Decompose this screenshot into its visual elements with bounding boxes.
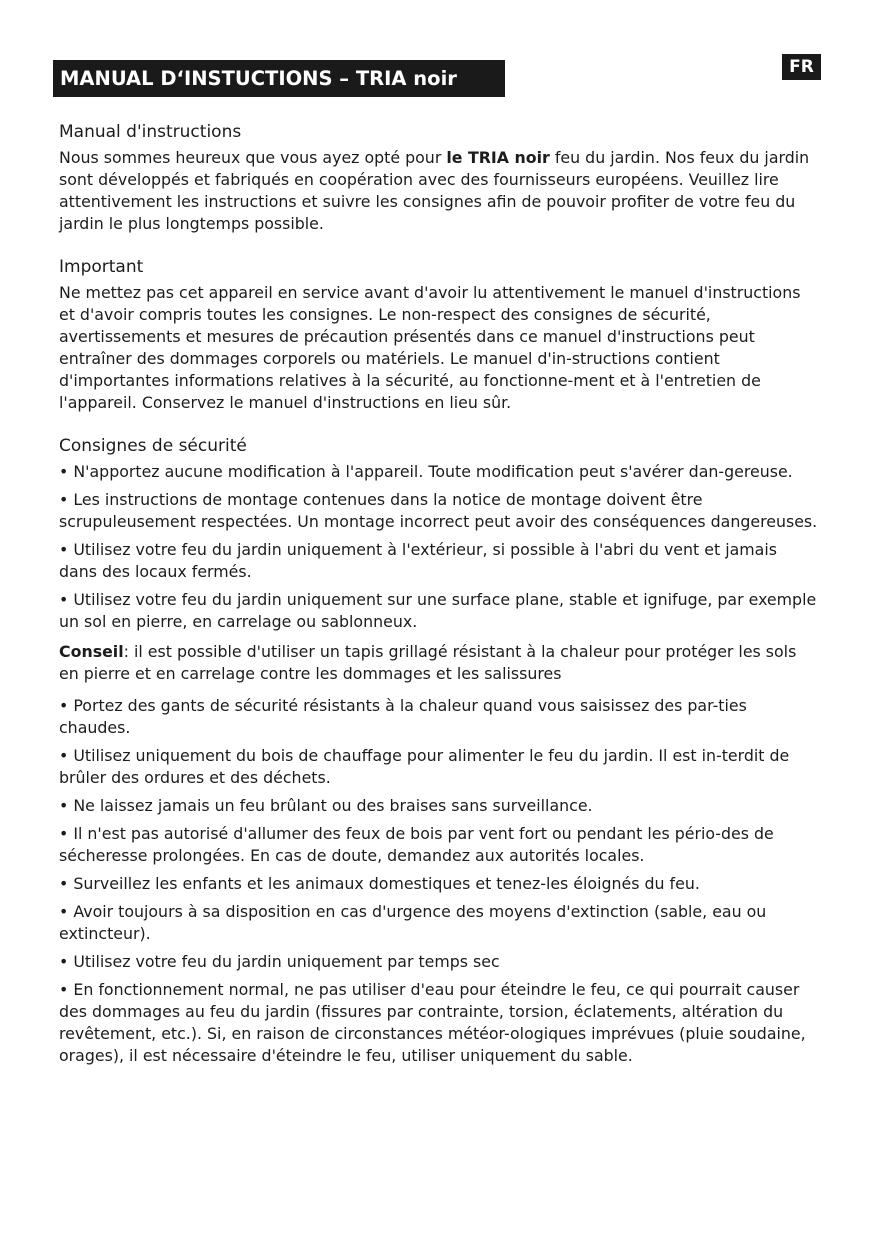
safety-bullet: • En fonctionnement normal, ne pas utiliser d'eau pour éteindre le feu, ce qui pourrait causer des dommages au feu du jardin (fissures par contrainte, torsion, éclatements, altération du revêtement, etc.). Si, en raison de circonstances météor-ologiques imprévues (pluie soudaine, orages), il est nécessaire d'éteindre le feu, utiliser uniquement du sable. [59, 980, 806, 1065]
safety-bullet: • Les instructions de montage contenues dans la notice de montage doivent être scrupuleusement respectées. Un montage incorrect peut avoir des conséquences dangereuses. [59, 490, 818, 531]
safety-bullet: • N'apportez aucune modification à l'appareil. Toute modification peut s'avérer dan-gereuse. [59, 462, 793, 481]
safety-bullet: • Surveillez les enfants et les animaux domestiques et tenez-les éloignés du feu. [59, 874, 700, 893]
important-heading: Important [59, 257, 144, 277]
tip-label: Conseil [59, 642, 124, 661]
safety-bullet: • Avoir toujours à sa disposition en cas d'urgence des moyens d'extinction (sable, eau ou extincteur). [59, 902, 767, 943]
language-badge: FR [782, 54, 821, 80]
intro-heading: Manual d'instructions [59, 122, 242, 142]
important-paragraph: Ne mettez pas cet appareil en service avant d'avoir lu attentivement le manuel d'instructions et d'avoir compris toutes les consignes. Le non-respect des consignes de sécurité, avertissements et mesures de précaution présentés dans ce manuel d'instructions peut entraîner des dommages corporels ou matériels. Le manuel d'in-structions contient d'importantes informations relatives à la sécurité, au fonctionne-ment et à l'entretien de l'appareil. Conservez le manuel d'instructions en lieu sûr. [59, 283, 801, 412]
intro-text-after: feu du jardin. Nos feux du jardin sont développés et fabriqués en coopération avec des fournisseurs européens. Veuillez lire attentivement les instructions et suivre les consignes afin de pouvoir profiter de votre feu du jardin le plus longtemps possible. [59, 148, 810, 233]
tip-paragraph [59, 641, 819, 685]
tip-text: : il est possible d'utiliser un tapis grillagé résistant à la chaleur pour protéger les sols en pierre et en carrelage contre les dommages et les salissures [59, 642, 797, 683]
safety-bullet: • Ne laissez jamais un feu brûlant ou des braises sans surveillance. [59, 796, 593, 815]
intro-text-before: Nous sommes heureux que vous ayez opté pour [59, 148, 447, 167]
page-title: MANUAL D‘INSTUCTIONS – TRIA noir [53, 60, 505, 97]
safety-bullet: • Utilisez votre feu du jardin uniquement à l'extérieur, si possible à l'abri du vent et jamais dans des locaux fermés. [59, 540, 777, 581]
safety-bullet: • Il n'est pas autorisé d'allumer des feux de bois par vent fort ou pendant les pério-des de sécheresse prolongées. En cas de doute, demandez aux autorités locales. [59, 824, 774, 865]
manual-body [59, 121, 819, 1073]
safety-bullet: • Utilisez uniquement du bois de chauffage pour alimenter le feu du jardin. Il est in-terdit de brûler des ordures et des déchets. [59, 746, 790, 787]
intro-paragraph [59, 147, 819, 235]
safety-bullet: • Utilisez votre feu du jardin uniquement par temps sec [59, 952, 500, 971]
product-name: le TRIA noir [446, 148, 550, 167]
safety-bullet: • Utilisez votre feu du jardin uniquement sur une surface plane, stable et ignifuge, par exemple un sol en pierre, en carrelage ou sablonneux. [59, 590, 817, 631]
safety-heading: Consignes de sécurité [59, 436, 247, 456]
safety-bullet: • Portez des gants de sécurité résistants à la chaleur quand vous saisissez des par-ties chaudes. [59, 696, 747, 737]
